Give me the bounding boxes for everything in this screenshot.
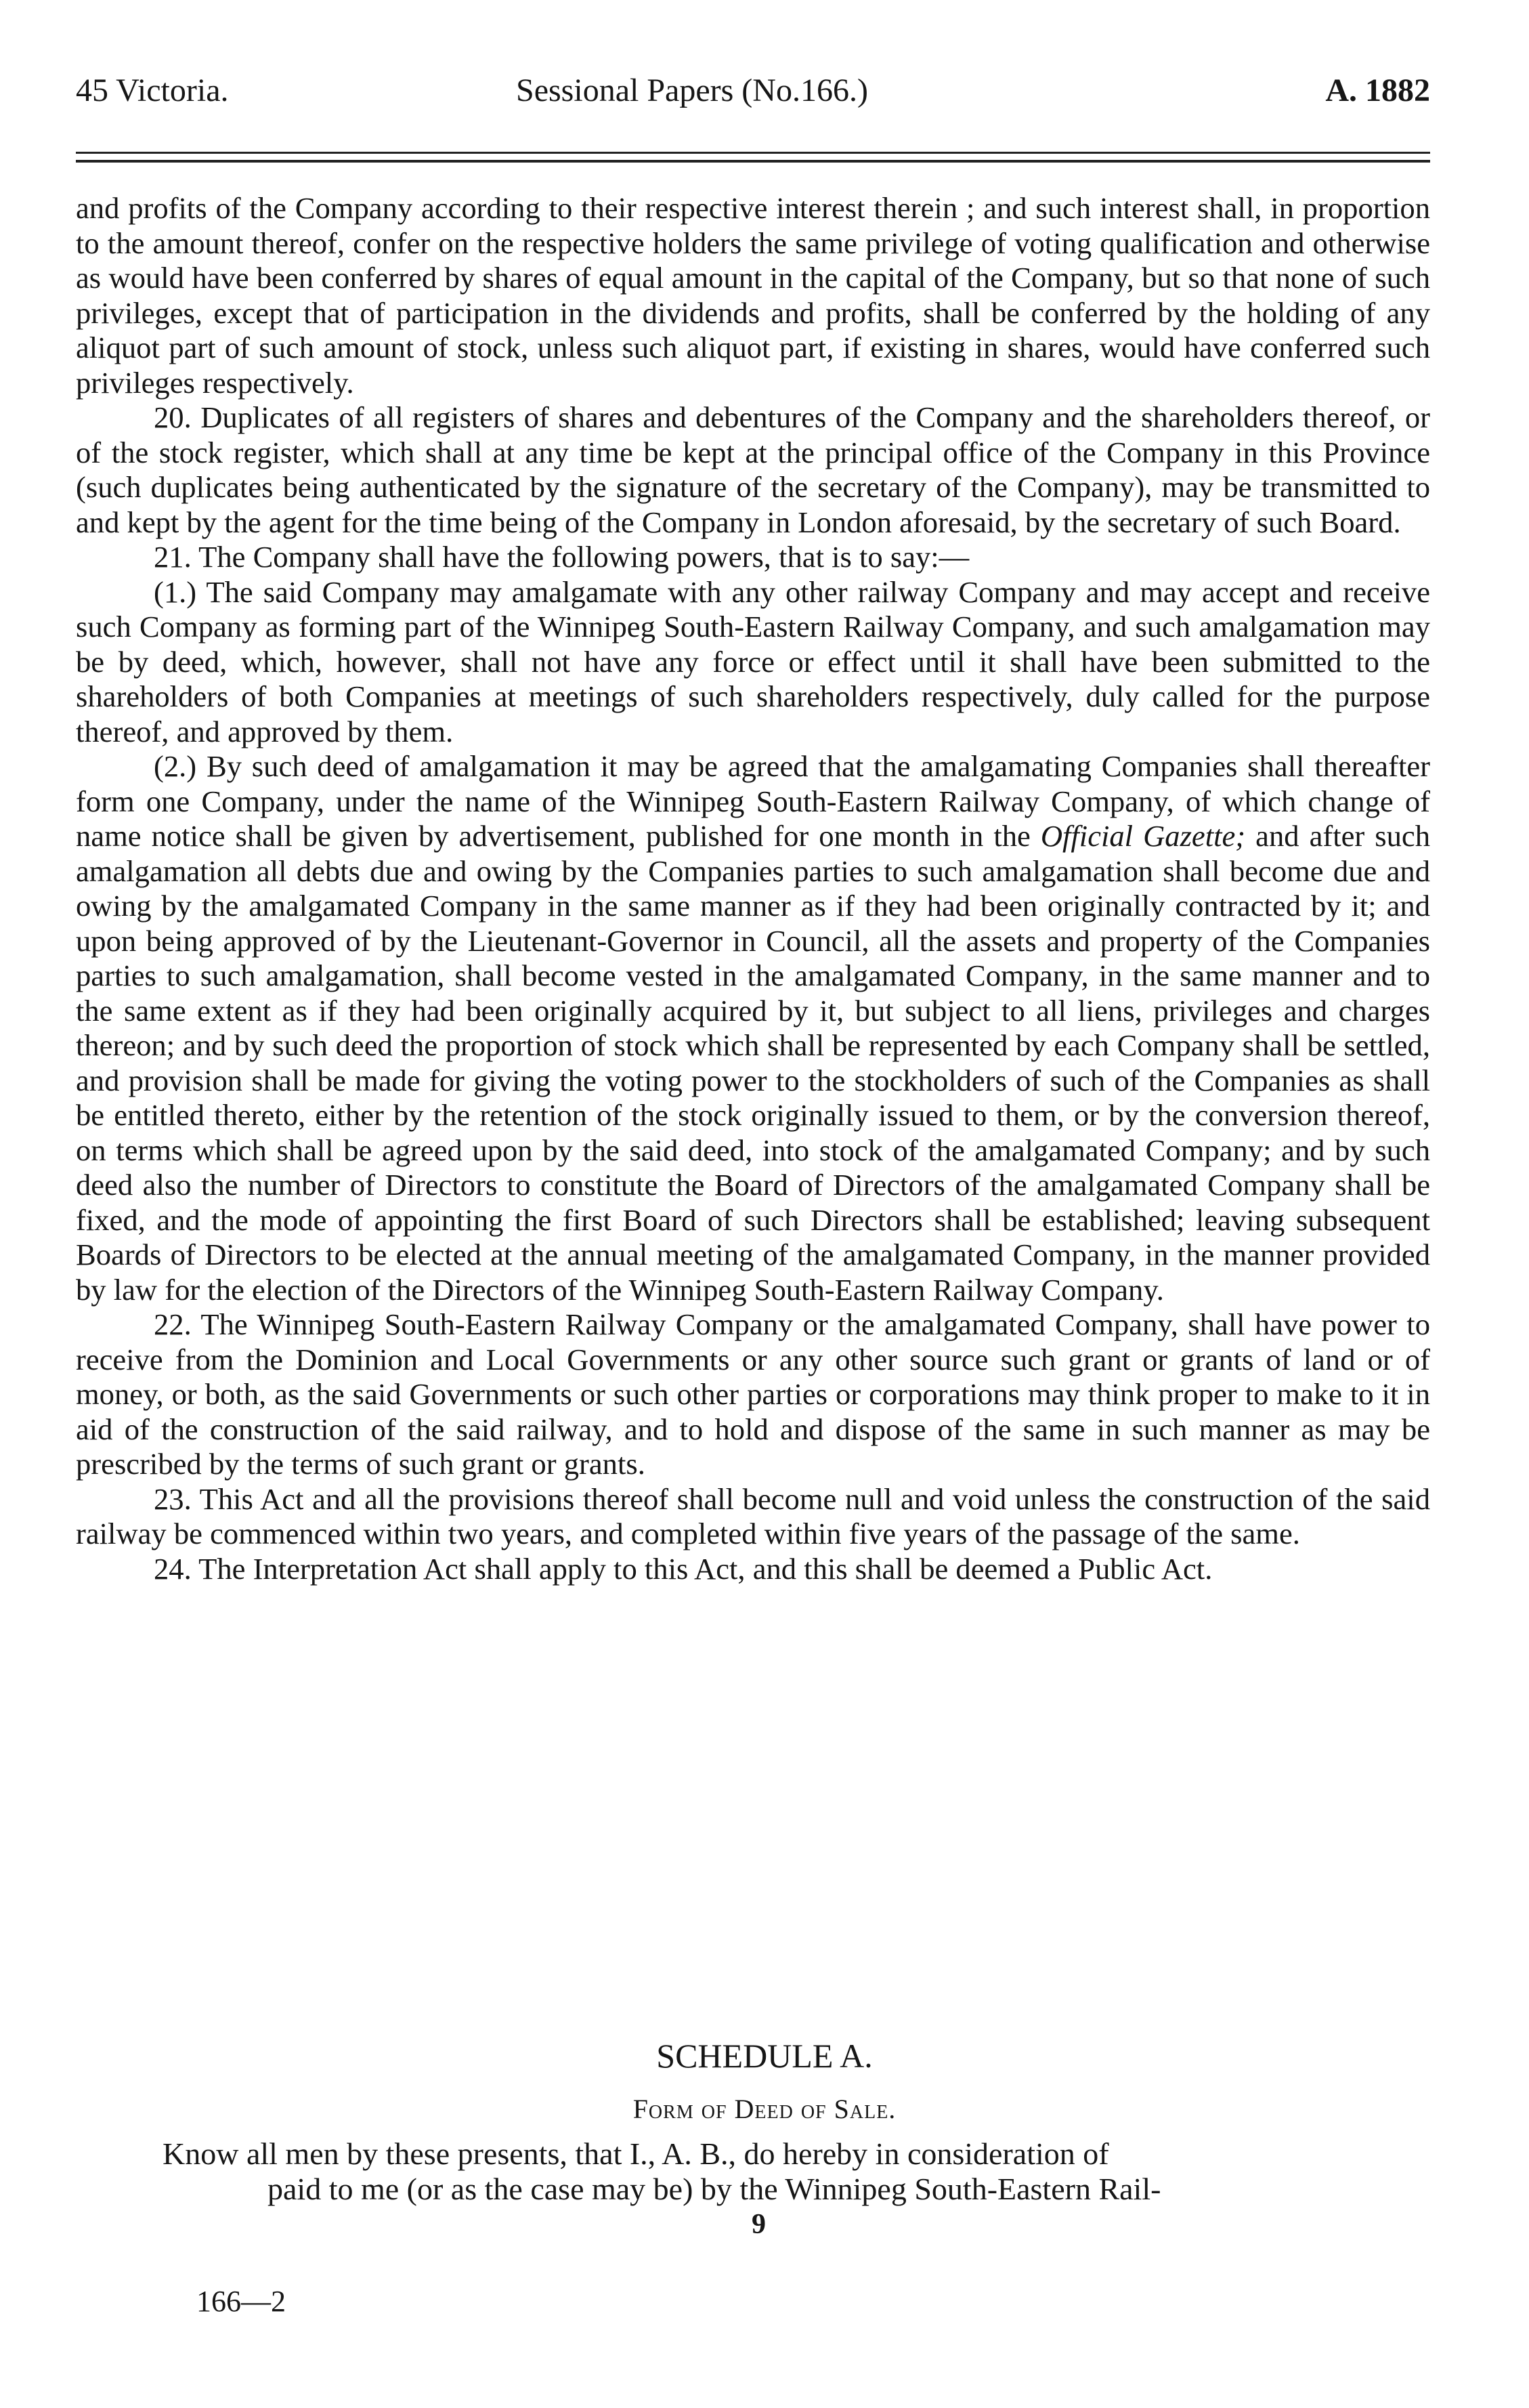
page-number: 9 (752, 2209, 766, 2240)
header-volume: 45 Victoria. (76, 72, 229, 108)
section-23: 23. This Act and all the provisions thereof shall become null and void unless the construction of the said railway be commenced within two years, and completed within five years of the passage of the same. (76, 1481, 1430, 1550)
section-24: 24. The Interpretation Act shall apply to this Act, and this shall be deemed a Public Act. (154, 1551, 1213, 1586)
section-20: 20. Duplicates of all registers of shares and debentures of the Company and the shareholders thereof, or of the stock register, which shall at any time be kept at the principal office of the Company in this Province (such duplicates being authenticated by the signature of the secretary of the Company), may be transmitted to and kept by the agent for the time being of the Company in London aforesaid, by the secretary of such Board. (76, 400, 1430, 539)
section-21-clause-1: (1.) The said Company may amalgamate with any other railway Company and may accept and receive such Company as forming part of the Winnipeg South-Eastern Railway Company, and such amalgamation may be by deed, which, however, shall not have any force or effect until it shall have been submitted to the shareholders of both Companies at meetings of such shareholders respectively, duly called for the purpose thereof, and approved by them. (76, 574, 1430, 748)
running-header (76, 66, 1430, 115)
deed-line-1: Know all men by these presents, that I., A. B., do hereby in consideration of (163, 2136, 1109, 2171)
clause-2-text-a: (2.) By such deed of amalgamation it may be agreed that the amalgamating Companies shall thereafter form one Company, under the name of the Winnipeg South-Eastern Railway Company, of which change of name notice shall be given by advertisement, published for one month in the (76, 749, 1430, 853)
paragraph-continuation: and profits of the Company according to their respective interest therein ; and such interest shall, in proportion to the amount thereof, confer on the respective holders the same privilege of voting qualification and otherwise as would have been conferred by shares of equal amount in the capital of the Company, but so that none of such privileges, except that of participation in the dividends and profits, shall be conferred by the holding of any aliquot part of such amount of stock, unless such aliquot part, if existing in shares, would have conferred such privileges respectively. (76, 191, 1430, 400)
official-gazette-italic: Official Gazette; (1040, 819, 1246, 853)
deed-text (163, 2136, 1430, 2207)
footer-signature: 166—2 (196, 2285, 286, 2318)
header-year: A. 1882 (1325, 72, 1430, 108)
header-rule-top (76, 152, 1430, 154)
header-title: Sessional Papers (No.166.) (516, 72, 868, 108)
body-text (76, 191, 1430, 1586)
section-22: 22. The Winnipeg South-Eastern Railway Company or the amalgamated Company, shall have power to receive from the Dominion and Local Governments or any other source such grant or grants of land or of money, or both, as the said Governments or such other parties or corporations may think proper to make to it in aid of the construction of the said railway, and to hold and dispose of the same in such manner as may be prescribed by the terms of such grant or grants. (76, 1307, 1430, 1481)
header-rule-bottom (76, 160, 1430, 163)
schedule-title: SCHEDULE A. (656, 2037, 873, 2075)
schedule-subtitle: Form of Deed of Sale. (632, 2094, 897, 2124)
section-21-clause-2 (76, 749, 1430, 1307)
section-21: 21. The Company shall have the following powers, that is to say:— (154, 540, 970, 574)
deed-line-2: paid to me (or as the case may be) by the Winnipeg South-Eastern Rail- (267, 2172, 1161, 2206)
clause-2-text-b: and after such amalgamation all debts due and owing by the Companies parties to such amalgamation shall become due and owing by the amalgamated Company in the same manner as if they had been originally contracted by it; and upon being approved of by the Lieutenant-Governor in Council, all the assets and property of the Companies parties to such amalgamation, shall become vested in the amalgamated Company, in the same manner and to the same extent as if they had been originally acquired by it, but subject to all liens, privileges and charges thereon; and by such deed the proportion of stock which shall be represented by each Company shall be settled, and provision shall be made for giving the voting power to the stockholders of such of the Companies as shall be entitled thereto, either by the retention of the stock originally issued to them, or by the conversion thereof, on terms which shall be agreed upon by the said deed, into stock of the amalgamated Company; and by such deed also the number of Directors to constitute the Board of Directors of the amalgamated Company shall be fixed, and the mode of appointing the first Board of such Directors shall be established; leaving subsequent Boards of Directors to be elected at the annual meeting of the amalgamated Company, in the manner provided by law for the election of the Directors of the Winnipeg South-Eastern Railway Company. (76, 819, 1430, 1307)
